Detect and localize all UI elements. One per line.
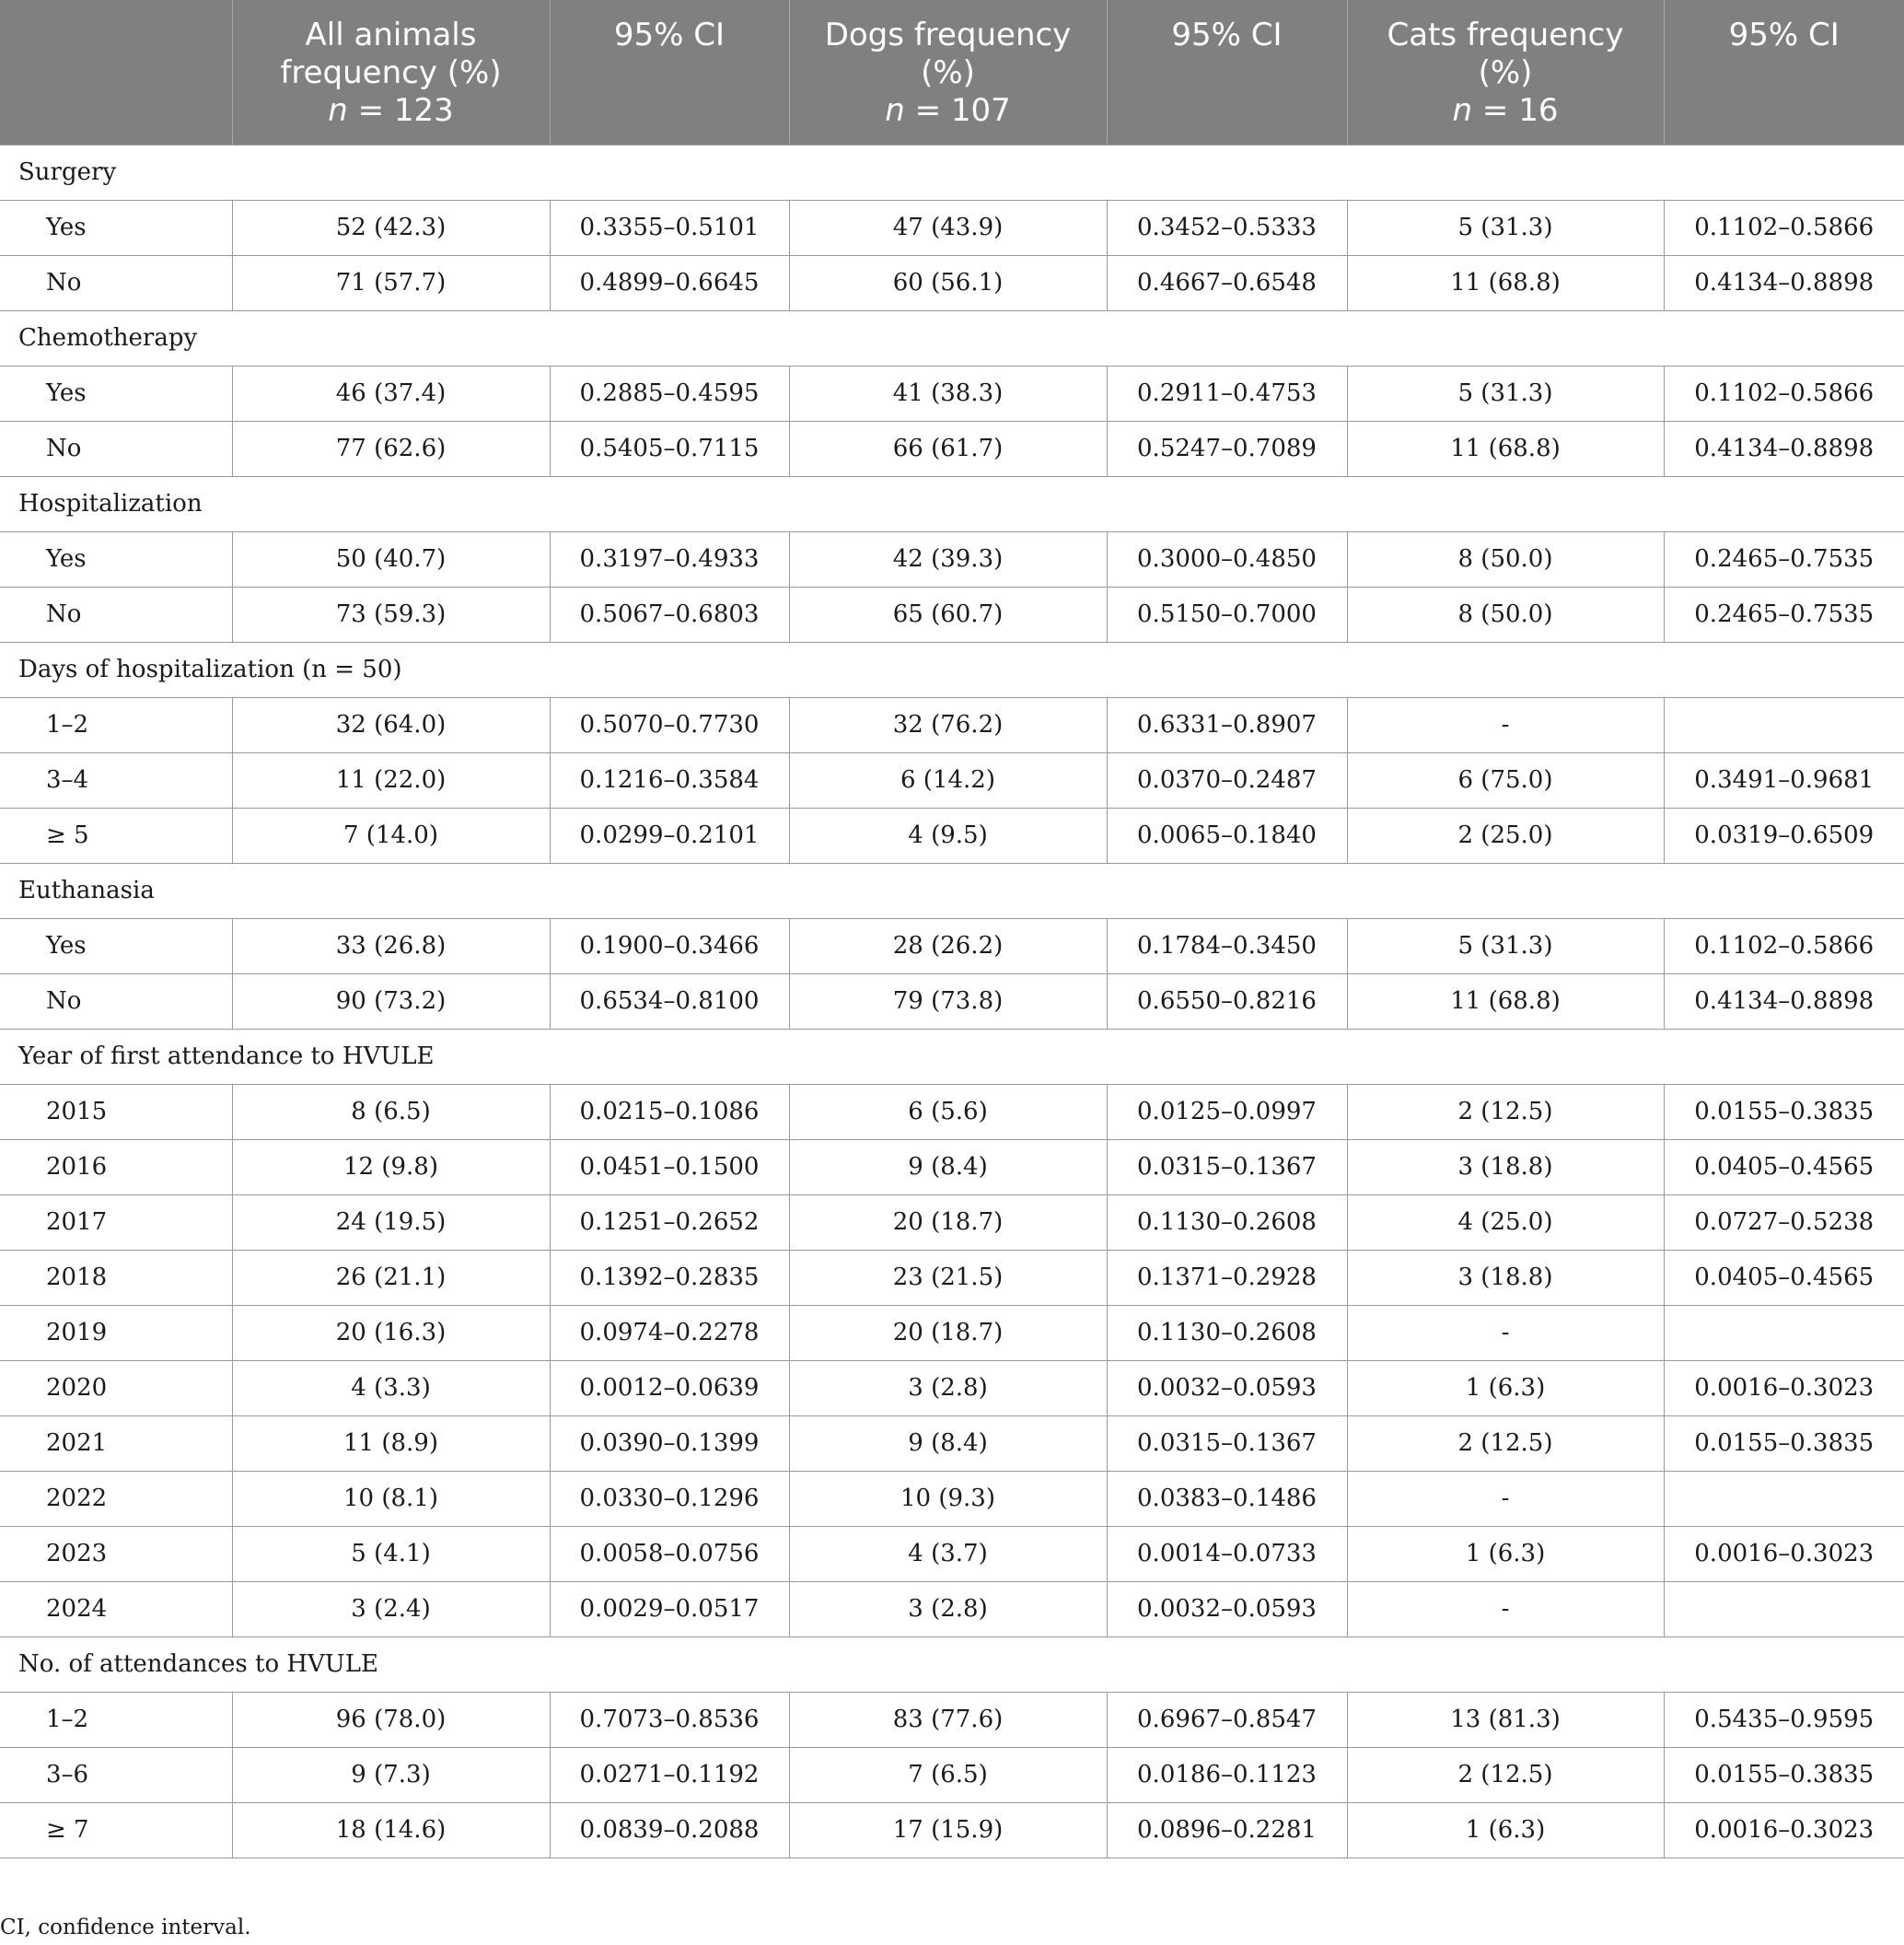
cats-ci: 0.0016–0.3023 (1664, 1360, 1904, 1415)
all-animals-ci: 0.1216–0.3584 (550, 752, 789, 808)
table-row (0, 1360, 1904, 1415)
all-animals-value: 4 (3.3) (232, 1360, 550, 1415)
header-all-line2: frequency (%) (280, 54, 502, 91)
cats-ci: 0.0016–0.3023 (1664, 1526, 1904, 1581)
cats-ci: 0.0155–0.3835 (1664, 1415, 1904, 1471)
row-label: Yes (0, 200, 232, 255)
table-row (0, 1581, 1904, 1636)
dogs-value: 3 (2.8) (789, 1360, 1107, 1415)
all-animals-value: 11 (22.0) (232, 752, 550, 808)
table-row (0, 1139, 1904, 1194)
cats-value: 2 (12.5) (1347, 1415, 1664, 1471)
dogs-ci: 0.0315–0.1367 (1107, 1415, 1347, 1471)
table-row (0, 1747, 1904, 1802)
dogs-ci: 0.0032–0.0593 (1107, 1581, 1347, 1636)
all-animals-ci: 0.0390–0.1399 (550, 1415, 789, 1471)
dogs-ci: 0.6331–0.8907 (1107, 697, 1347, 752)
table-row (0, 1526, 1904, 1581)
cats-value: 1 (6.3) (1347, 1360, 1664, 1415)
row-label: 2024 (0, 1581, 232, 1636)
dogs-ci: 0.1130–0.2608 (1107, 1194, 1347, 1250)
header-cats-n (1357, 92, 1654, 130)
cats-value: 1 (6.3) (1347, 1802, 1664, 1858)
all-animals-value: 71 (57.7) (232, 255, 550, 310)
header-dogs (789, 0, 1107, 145)
all-animals-ci: 0.0330–0.1296 (550, 1471, 789, 1526)
all-animals-ci: 0.0029–0.0517 (550, 1581, 789, 1636)
all-animals-value: 24 (19.5) (232, 1194, 550, 1250)
table-row (0, 587, 1904, 642)
dogs-ci: 0.3452–0.5333 (1107, 200, 1347, 255)
row-label: Yes (0, 366, 232, 421)
table-row (0, 1471, 1904, 1526)
dogs-ci: 0.0896–0.2281 (1107, 1802, 1347, 1858)
row-label: 2023 (0, 1526, 232, 1581)
header-cats-n-value: = 16 (1472, 92, 1559, 129)
dogs-ci: 0.0065–0.1840 (1107, 808, 1347, 863)
dogs-ci: 0.0383–0.1486 (1107, 1471, 1347, 1526)
all-animals-ci: 0.3355–0.5101 (550, 200, 789, 255)
dogs-ci: 0.0370–0.2487 (1107, 752, 1347, 808)
cats-ci: 0.1102–0.5866 (1664, 200, 1904, 255)
all-animals-ci: 0.6534–0.8100 (550, 973, 789, 1029)
all-animals-value: 73 (59.3) (232, 587, 550, 642)
dogs-ci: 0.2911–0.4753 (1107, 366, 1347, 421)
dogs-value: 47 (43.9) (789, 200, 1107, 255)
row-label: No (0, 255, 232, 310)
all-animals-value: 52 (42.3) (232, 200, 550, 255)
dogs-value: 41 (38.3) (789, 366, 1107, 421)
dogs-value: 28 (26.2) (789, 918, 1107, 973)
row-label: 2018 (0, 1250, 232, 1305)
cats-ci: 0.0319–0.6509 (1664, 808, 1904, 863)
table-row (0, 808, 1904, 863)
section-row (0, 642, 1904, 697)
cats-ci: 0.4134–0.8898 (1664, 255, 1904, 310)
dogs-value: 20 (18.7) (789, 1305, 1107, 1360)
table-row (0, 366, 1904, 421)
cats-ci: 0.0405–0.4565 (1664, 1250, 1904, 1305)
row-label: 3–4 (0, 752, 232, 808)
all-animals-value: 10 (8.1) (232, 1471, 550, 1526)
cats-value: 5 (31.3) (1347, 200, 1664, 255)
row-label: No (0, 421, 232, 476)
row-label: 2020 (0, 1360, 232, 1415)
section-title: No. of attendances to HVULE (0, 1636, 1904, 1692)
row-label: 2021 (0, 1415, 232, 1471)
all-animals-value: 33 (26.8) (232, 918, 550, 973)
dogs-value: 4 (3.7) (789, 1526, 1107, 1581)
row-label: 2019 (0, 1305, 232, 1360)
cats-value: 5 (31.3) (1347, 366, 1664, 421)
cats-ci: 0.0016–0.3023 (1664, 1802, 1904, 1858)
table-row (0, 973, 1904, 1029)
table-row (0, 421, 1904, 476)
dogs-ci: 0.5150–0.7000 (1107, 587, 1347, 642)
cats-ci (1664, 697, 1904, 752)
dogs-value: 60 (56.1) (789, 255, 1107, 310)
row-label: ≥ 5 (0, 808, 232, 863)
cats-ci: 0.2465–0.7535 (1664, 587, 1904, 642)
cats-value: 5 (31.3) (1347, 918, 1664, 973)
all-animals-ci: 0.7073–0.8536 (550, 1692, 789, 1747)
header-dogs-line2: (%) (921, 54, 975, 91)
cats-value: 3 (18.8) (1347, 1139, 1664, 1194)
cats-value: 3 (18.8) (1347, 1250, 1664, 1305)
dogs-ci: 0.3000–0.4850 (1107, 531, 1347, 587)
all-animals-ci: 0.1251–0.2652 (550, 1194, 789, 1250)
table-row (0, 1084, 1904, 1139)
table-header (0, 0, 1904, 145)
table-row (0, 1692, 1904, 1747)
section-row (0, 476, 1904, 531)
row-label: 2016 (0, 1139, 232, 1194)
all-animals-ci: 0.0012–0.0639 (550, 1360, 789, 1415)
dogs-value: 9 (8.4) (789, 1139, 1107, 1194)
section-title: Days of hospitalization (n = 50) (0, 642, 1904, 697)
table-row (0, 200, 1904, 255)
dogs-value: 17 (15.9) (789, 1802, 1107, 1858)
header-dogs-line1: Dogs frequency (824, 17, 1072, 53)
cats-value: 11 (68.8) (1347, 973, 1664, 1029)
cats-ci: 0.2465–0.7535 (1664, 531, 1904, 587)
dogs-value: 9 (8.4) (789, 1415, 1107, 1471)
all-animals-ci: 0.0839–0.2088 (550, 1802, 789, 1858)
dogs-ci: 0.6550–0.8216 (1107, 973, 1347, 1029)
cats-value: 6 (75.0) (1347, 752, 1664, 808)
dogs-value: 10 (9.3) (789, 1471, 1107, 1526)
row-label: 2017 (0, 1194, 232, 1250)
header-all-animals (232, 0, 550, 145)
dogs-value: 3 (2.8) (789, 1581, 1107, 1636)
dogs-value: 20 (18.7) (789, 1194, 1107, 1250)
cats-value: - (1347, 1581, 1664, 1636)
cats-value: - (1347, 697, 1664, 752)
cats-ci: 0.4134–0.8898 (1664, 421, 1904, 476)
table-row (0, 1250, 1904, 1305)
all-animals-ci: 0.5070–0.7730 (550, 697, 789, 752)
all-animals-value: 96 (78.0) (232, 1692, 550, 1747)
dogs-value: 4 (9.5) (789, 808, 1107, 863)
all-animals-ci: 0.0974–0.2278 (550, 1305, 789, 1360)
dogs-ci: 0.0315–0.1367 (1107, 1139, 1347, 1194)
dogs-value: 32 (76.2) (789, 697, 1107, 752)
row-label: 3–6 (0, 1747, 232, 1802)
all-animals-value: 46 (37.4) (232, 366, 550, 421)
all-animals-value: 7 (14.0) (232, 808, 550, 863)
all-animals-value: 77 (62.6) (232, 421, 550, 476)
dogs-value: 83 (77.6) (789, 1692, 1107, 1747)
header-all-line1: All animals (305, 17, 477, 53)
cats-value: - (1347, 1305, 1664, 1360)
all-animals-ci: 0.1392–0.2835 (550, 1250, 789, 1305)
cats-ci: 0.5435–0.9595 (1664, 1692, 1904, 1747)
table-body (0, 145, 1904, 1858)
dogs-ci: 0.0014–0.0733 (1107, 1526, 1347, 1581)
all-animals-value: 32 (64.0) (232, 697, 550, 752)
section-row (0, 1636, 1904, 1692)
section-row (0, 1029, 1904, 1084)
all-animals-ci: 0.0299–0.2101 (550, 808, 789, 863)
header-cats-line2: (%) (1478, 54, 1533, 91)
all-animals-value: 3 (2.4) (232, 1581, 550, 1636)
table-row (0, 697, 1904, 752)
all-animals-ci: 0.1900–0.3466 (550, 918, 789, 973)
table-row (0, 531, 1904, 587)
cats-ci: 0.0405–0.4565 (1664, 1139, 1904, 1194)
table-row (0, 752, 1904, 808)
table-row (0, 1802, 1904, 1858)
table-footnote: CI, confidence interval. (0, 1916, 251, 1939)
row-label: Yes (0, 918, 232, 973)
all-animals-ci: 0.5405–0.7115 (550, 421, 789, 476)
header-dogs-n (799, 92, 1097, 130)
row-label: 2015 (0, 1084, 232, 1139)
dogs-ci: 0.1130–0.2608 (1107, 1305, 1347, 1360)
dogs-ci: 0.4667–0.6548 (1107, 255, 1347, 310)
all-animals-value: 11 (8.9) (232, 1415, 550, 1471)
table-row (0, 1305, 1904, 1360)
table-row (0, 1194, 1904, 1250)
cats-value: 11 (68.8) (1347, 421, 1664, 476)
dogs-ci: 0.1371–0.2928 (1107, 1250, 1347, 1305)
dogs-value: 6 (14.2) (789, 752, 1107, 808)
all-animals-value: 9 (7.3) (232, 1747, 550, 1802)
section-title: Chemotherapy (0, 310, 1904, 366)
dogs-value: 23 (21.5) (789, 1250, 1107, 1305)
cats-value: 2 (12.5) (1347, 1084, 1664, 1139)
cats-ci: 0.4134–0.8898 (1664, 973, 1904, 1029)
cats-ci: 0.0155–0.3835 (1664, 1747, 1904, 1802)
all-animals-ci: 0.0215–0.1086 (550, 1084, 789, 1139)
cats-ci (1664, 1305, 1904, 1360)
dogs-value: 65 (60.7) (789, 587, 1107, 642)
dogs-value: 42 (39.3) (789, 531, 1107, 587)
dogs-ci: 0.0186–0.1123 (1107, 1747, 1347, 1802)
row-label: No (0, 587, 232, 642)
cats-ci (1664, 1581, 1904, 1636)
header-dogs-n-value: = 107 (904, 92, 1011, 129)
section-title: Hospitalization (0, 476, 1904, 531)
all-animals-value: 12 (9.8) (232, 1139, 550, 1194)
all-animals-ci: 0.4899–0.6645 (550, 255, 789, 310)
all-animals-value: 8 (6.5) (232, 1084, 550, 1139)
cats-value: 8 (50.0) (1347, 531, 1664, 587)
row-label: No (0, 973, 232, 1029)
cats-ci (1664, 1471, 1904, 1526)
cats-ci: 0.0155–0.3835 (1664, 1084, 1904, 1139)
section-row (0, 863, 1904, 918)
cats-value: 1 (6.3) (1347, 1526, 1664, 1581)
section-row (0, 145, 1904, 200)
all-animals-ci: 0.0271–0.1192 (550, 1747, 789, 1802)
cats-value: 11 (68.8) (1347, 255, 1664, 310)
row-label: 2022 (0, 1471, 232, 1526)
cats-ci: 0.3491–0.9681 (1664, 752, 1904, 808)
all-animals-ci: 0.0451–0.1500 (550, 1139, 789, 1194)
all-animals-value: 26 (21.1) (232, 1250, 550, 1305)
row-label: Yes (0, 531, 232, 587)
dogs-value: 7 (6.5) (789, 1747, 1107, 1802)
header-cats-line1: Cats frequency (1387, 17, 1624, 53)
dogs-ci: 0.0125–0.0997 (1107, 1084, 1347, 1139)
dogs-value: 66 (61.7) (789, 421, 1107, 476)
all-animals-ci: 0.5067–0.6803 (550, 587, 789, 642)
header-ci-cats: 95% CI (1664, 0, 1904, 145)
header-empty-cell (0, 0, 232, 145)
dogs-ci: 0.0032–0.0593 (1107, 1360, 1347, 1415)
all-animals-value: 18 (14.6) (232, 1802, 550, 1858)
cats-value: - (1347, 1471, 1664, 1526)
all-animals-value: 90 (73.2) (232, 973, 550, 1029)
header-row (0, 0, 1904, 145)
dogs-ci: 0.1784–0.3450 (1107, 918, 1347, 973)
section-title: Year of first attendance to HVULE (0, 1029, 1904, 1084)
header-ci-dogs: 95% CI (1107, 0, 1347, 145)
dogs-ci: 0.6967–0.8547 (1107, 1692, 1347, 1747)
all-animals-value: 20 (16.3) (232, 1305, 550, 1360)
cats-value: 13 (81.3) (1347, 1692, 1664, 1747)
section-title: Euthanasia (0, 863, 1904, 918)
section-title: Surgery (0, 145, 1904, 200)
row-label: 1–2 (0, 697, 232, 752)
section-row (0, 310, 1904, 366)
cats-ci: 0.1102–0.5866 (1664, 366, 1904, 421)
header-all-n-value: = 123 (347, 92, 454, 129)
header-dogs-n-symbol: n (885, 92, 905, 129)
header-all-n-symbol: n (328, 92, 348, 129)
all-animals-value: 5 (4.1) (232, 1526, 550, 1581)
all-animals-ci: 0.2885–0.4595 (550, 366, 789, 421)
cats-value: 4 (25.0) (1347, 1194, 1664, 1250)
all-animals-ci: 0.0058–0.0756 (550, 1526, 789, 1581)
cats-ci: 0.1102–0.5866 (1664, 918, 1904, 973)
header-all-n (242, 92, 540, 130)
header-cats (1347, 0, 1664, 145)
row-label: 1–2 (0, 1692, 232, 1747)
table-row (0, 918, 1904, 973)
row-label: ≥ 7 (0, 1802, 232, 1858)
all-animals-ci: 0.3197–0.4933 (550, 531, 789, 587)
dogs-value: 79 (73.8) (789, 973, 1107, 1029)
header-cats-n-symbol: n (1452, 92, 1473, 129)
cats-value: 2 (12.5) (1347, 1747, 1664, 1802)
header-ci-all: 95% CI (550, 0, 789, 145)
dogs-value: 6 (5.6) (789, 1084, 1107, 1139)
cats-value: 2 (25.0) (1347, 808, 1664, 863)
dogs-ci: 0.5247–0.7089 (1107, 421, 1347, 476)
table-row (0, 1415, 1904, 1471)
cats-value: 8 (50.0) (1347, 587, 1664, 642)
cats-ci: 0.0727–0.5238 (1664, 1194, 1904, 1250)
all-animals-value: 50 (40.7) (232, 531, 550, 587)
table-row (0, 255, 1904, 310)
